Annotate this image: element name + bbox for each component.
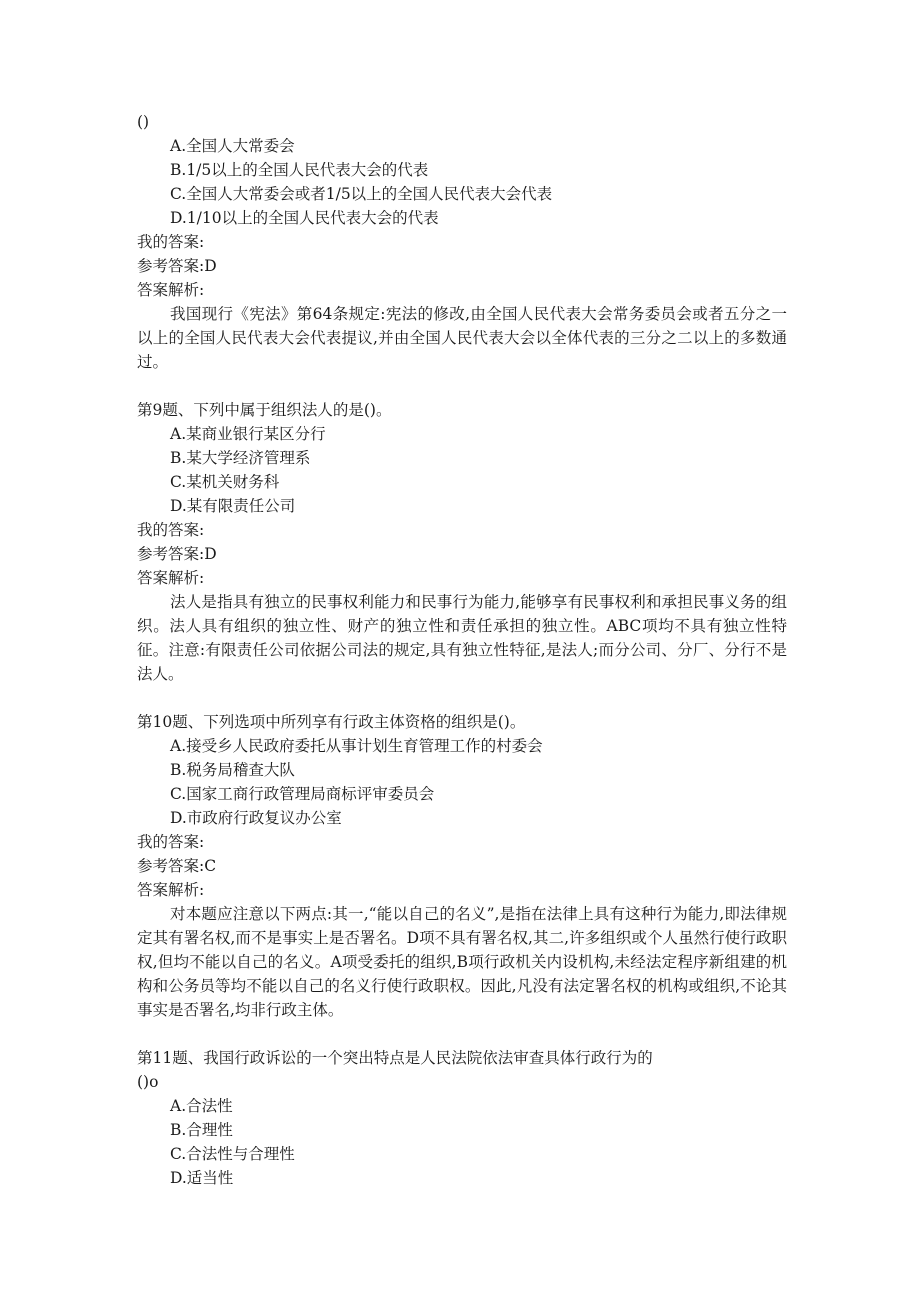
q9-my-answer: 我的答案: bbox=[137, 521, 205, 539]
q8-option-b: B.1/5以上的全国人民代表大会的代表 bbox=[170, 161, 429, 179]
q10-option-c: C.国家工商行政管理局商标评审委员会 bbox=[170, 785, 435, 803]
q9-option-b: B.某大学经济管理系 bbox=[170, 449, 311, 467]
q9-option-d: D.某有限责任公司 bbox=[170, 497, 296, 515]
q8-analysis: 我国现行《宪法》第64条规定:宪法的修改,由全国人民代表大会常务委员会或者五分之一以上的全国人民代表大会代表提议,并由全国人民代表大会以全体代表的三分之二以上的多数通过。 bbox=[137, 305, 787, 371]
q9-stem: 第9题、下列中属于组织法人的是()。 bbox=[137, 401, 392, 419]
q11-option-a: A.合法性 bbox=[170, 1097, 233, 1115]
q10-option-b: B.税务局稽查大队 bbox=[170, 761, 295, 779]
q11-stem-tail: ()o bbox=[137, 1073, 159, 1091]
q9-analysis-label: 答案解析: bbox=[137, 569, 205, 587]
q10-option-d: D.市政府行政复议办公室 bbox=[170, 809, 342, 827]
q9-option-c: C.某机关财务科 bbox=[170, 473, 280, 491]
q10-my-answer: 我的答案: bbox=[137, 833, 205, 851]
q10-analysis: 对本题应注意以下两点:其一,“能以自己的名义”,是指在法律上具有这种行为能力,即法律规定其有署名权,而不是事实上是否署名。D项不具有署名权,其二,许多组织或个人虽然行使行政职权,但均不能以自己的名义。A项受委托的组织,B项行政机关内设机构,未经法定程序新组建的机构和公务员等均不能以自己的名义行使行政职权。因此,凡没有法定署名权的机构或组织,不论其事实是否署名,均非行政主体。 bbox=[137, 905, 787, 1019]
q11-option-c: C.合法性与合理性 bbox=[170, 1145, 295, 1163]
q10-option-a: A.接受乡人民政府委托从事计划生育管理工作的村委会 bbox=[170, 737, 543, 755]
q8-option-a: A.全国人大常委会 bbox=[170, 137, 295, 155]
q11-stem: 第11题、我国行政诉讼的一个突出特点是人民法院依法审查具体行政行为的 bbox=[137, 1049, 653, 1067]
q10-analysis-label: 答案解析: bbox=[137, 881, 205, 899]
q10-ref-answer: 参考答案:C bbox=[137, 857, 217, 875]
q8-ref-answer: 参考答案:D bbox=[137, 257, 217, 275]
q11-option-b: B.合理性 bbox=[170, 1121, 233, 1139]
q8-analysis-label: 答案解析: bbox=[137, 281, 205, 299]
q8-stem-tail: () bbox=[137, 113, 150, 131]
q9-option-a: A.某商业银行某区分行 bbox=[170, 425, 326, 443]
q9-analysis: 法人是指具有独立的民事权利能力和民事行为能力,能够享有民事权利和承担民事义务的组织。法人具有组织的独立性、财产的独立性和责任承担的独立性。ABC项均不具有独立性特征。注意:有限责任公司依据公司法的规定,具有独立性特征,是法人;而分公司、分厂、分行不是法人。 bbox=[137, 593, 787, 683]
q11-option-d: D.适当性 bbox=[170, 1169, 234, 1187]
q9-ref-answer: 参考答案:D bbox=[137, 545, 217, 563]
q10-stem: 第10题、下列选项中所列享有行政主体资格的组织是()。 bbox=[137, 713, 526, 731]
q8-my-answer: 我的答案: bbox=[137, 233, 205, 251]
q8-option-d: D.1/10以上的全国人民代表大会的代表 bbox=[170, 209, 439, 227]
q8-option-c: C.全国人大常委会或者1/5以上的全国人民代表大会代表 bbox=[170, 185, 553, 203]
